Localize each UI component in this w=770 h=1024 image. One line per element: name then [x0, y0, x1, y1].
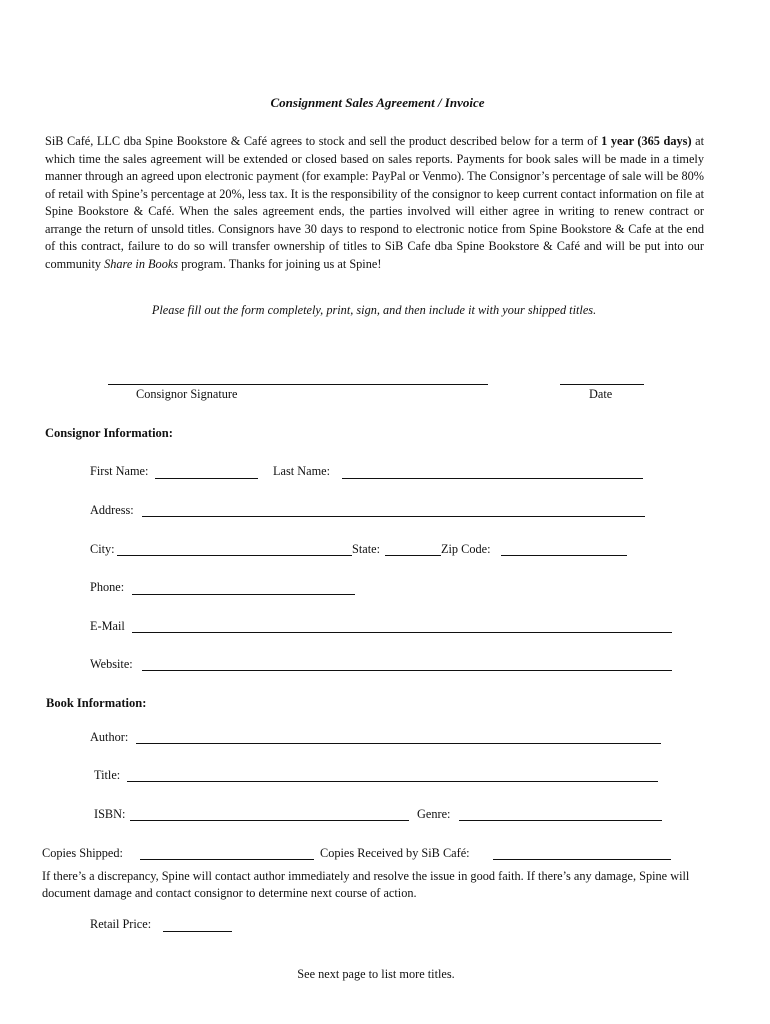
date-line[interactable] — [560, 384, 644, 385]
isbn-field[interactable] — [130, 820, 409, 821]
email-label: E-Mail — [90, 619, 125, 633]
state-field[interactable] — [385, 555, 441, 556]
date-label: Date — [589, 387, 613, 401]
city-field[interactable] — [117, 555, 352, 556]
isbn-label: ISBN: — [94, 807, 126, 821]
agreement-text-part2: at which time the sales agreement will be extended or closed based on sales reports. Payments for book sales will be made in a timely manner through an agreed upon electronic payment (for example: PayPal or Venmo). The Consignor’s percentage of sale will be 80% of retail with Spine’s percentage at 20%, less tax. It is the responsibility of the consignor to keep current contact information on file at Spine Bookstore & Café. When the sales agreement ends, the parties involved will either agree in writing to renew contract or arrange the return of unsold titles. Consignors have 30 days to respond to electronic notice from Spine Bookstore & Cafe at the end of this contract, failure to do so will transfer ownership of titles to SiB Cafe dba Spine Bookstore & Café and will be put into our community — [45, 134, 705, 271]
website-label: Website: — [90, 657, 133, 671]
agreement-paragraph — [45, 133, 704, 273]
zip-field[interactable] — [501, 555, 627, 556]
last-name-field[interactable] — [342, 478, 643, 479]
book-info-heading: Book Information: — [46, 696, 147, 710]
first-name-field[interactable] — [155, 478, 258, 479]
author-field[interactable] — [136, 743, 661, 744]
genre-field[interactable] — [459, 820, 662, 821]
address-field[interactable] — [142, 516, 645, 517]
copies-received-label: Copies Received by SiB Café: — [320, 846, 470, 860]
signature-label: Consignor Signature — [136, 387, 238, 401]
retail-price-field[interactable] — [163, 931, 232, 932]
title-field[interactable] — [127, 781, 658, 782]
title-label: Title: — [94, 768, 121, 782]
fill-instructions: Please fill out the form completely, print, sign, and then include it with your shipped titles. — [151, 303, 597, 317]
program-name: Share in Books — [104, 256, 179, 271]
state-label: State: — [352, 542, 381, 556]
zip-label: Zip Code: — [441, 542, 491, 556]
phone-label: Phone: — [90, 580, 125, 594]
last-name-label: Last Name: — [273, 464, 331, 478]
agreement-text-part3: program. Thanks for joining us at Spine! — [178, 256, 382, 271]
footer-note: See next page to list more titles. — [297, 967, 455, 981]
agreement-text-part1: SiB Café, LLC dba Spine Bookstore & Café agrees to stock and sell the product described below for a term of — [45, 134, 602, 148]
author-label: Author: — [90, 730, 129, 744]
city-label: City: — [90, 542, 115, 556]
discrepancy-note: If there’s a discrepancy, Spine will contact author immediately and resolve the issue in good faith. If there’s any damage, Spine will document damage and contact consignor to determine next course of action. — [42, 869, 690, 900]
retail-price-label: Retail Price: — [90, 917, 152, 931]
first-name-label: First Name: — [90, 464, 149, 478]
document-title: Consignment Sales Agreement / Invoice — [270, 95, 485, 110]
address-label: Address: — [90, 503, 134, 517]
copies-shipped-label: Copies Shipped: — [42, 846, 123, 860]
signature-line[interactable] — [108, 384, 488, 385]
copies-shipped-field[interactable] — [140, 859, 314, 860]
email-field[interactable] — [132, 632, 672, 633]
website-field[interactable] — [142, 670, 672, 671]
agreement-term: 1 year (365 days) — [601, 134, 692, 148]
consignor-info-heading: Consignor Information: — [45, 426, 173, 440]
phone-field[interactable] — [132, 594, 355, 595]
copies-received-field[interactable] — [493, 859, 671, 860]
genre-label: Genre: — [417, 807, 451, 821]
